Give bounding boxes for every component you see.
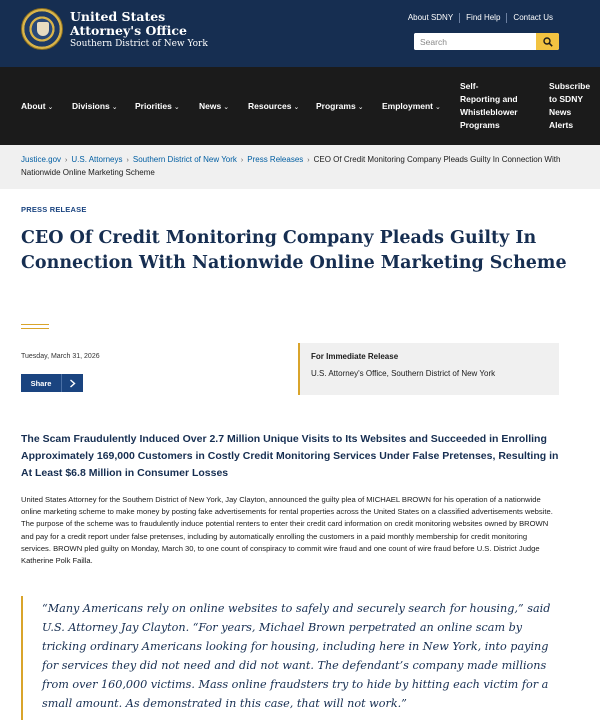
nav-about[interactable] [21,100,53,114]
article-subheading: The Scam Fraudulently Induced Over 2.7 Million Unique Visits to Its Websites and Succeeded in Enrolling Approximately 169,000 Customers in Costly Credit Monitoring Services Under False Pretenses, Resulting in At Least $6.8 Million in Consumer Losses [21,433,559,479]
page-title: CEO Of Credit Monitoring Company Pleads Guilty In Connection With Nationwide Online Marketing Scheme [21,228,567,273]
breadcrumb [0,145,600,189]
about-sdny-link[interactable]: About SDNY [407,13,454,22]
chevron-down-icon: ⌄ [173,104,180,111]
chevron-down-icon: ⌄ [357,104,364,111]
nav-subscribe-line-4: Alerts [549,120,574,130]
breadcrumb-sdny[interactable]: Southern District of New York [132,155,237,164]
chevron-right-icon: › [65,157,68,164]
site-brand[interactable] [70,10,208,51]
breadcrumb-justice-gov[interactable]: Justice.gov [21,155,62,164]
article-body-paragraph: United States Attorney for the Southern District of New York, Jay Clayton, announced the guilty plea of MICHAEL BROWN for his operation of a nationwide online marketing scheme to make money by posting fake advertisements for rental properties across the United States on a classified advertisements website. The purpose of the scheme was to fraudulently induce potential renters to enter their credit card information on credit monitoring websites owned by BROWN and pay for a credit report under false pretenses, including by automatically enrolling the customers in a paid monthly membership for credit monitoring services. BROWN pled guilty on Monday, March 30, to one count of conspiracy to commit wire fraud and one count of wire fraud before U.S. District Judge Katherine Polk Failla. [21,495,553,566]
contact-us-link[interactable]: Contact Us [506,13,559,23]
release-info-box [298,343,559,395]
publish-date: Tuesday, March 31, 2026 [21,353,100,360]
release-source: U.S. Attorney's Office, Southern District of New York [311,369,496,378]
main-nav [0,67,600,145]
nav-employment[interactable] [382,100,441,114]
search-icon [543,37,553,47]
nav-whistleblower-line-2: Reporting and [460,94,518,104]
chevron-right-icon: › [240,157,244,164]
chevron-right-icon [61,374,83,392]
chevron-right-icon: › [126,157,129,164]
doj-seal-logo[interactable] [21,8,63,50]
search-button[interactable] [536,33,559,50]
chevron-down-icon: ⌄ [47,104,54,111]
chevron-down-icon: ⌄ [223,104,230,111]
nav-subscribe-line-2: to SDNY [549,94,583,104]
nav-divisions[interactable] [72,100,118,114]
chevron-down-icon: ⌄ [435,104,441,111]
nav-subscribe-line-1: Subscribe [549,81,591,91]
article-quote: “Many Americans rely on online websites to safely and securely search for housing,” said U.S. Attorney Jay Clayton. “For years, Michael Brown perpetrated an online scam by tricking ordinary Americans looking for housing, including here in New York, into paying for services they did not need and did not want. The defendant’s company made millions from over 160,000 victims. Mass online fraudsters try to hide by hitting each victim for a small amount. As demonstrated in this case, that will not work.” [21,596,566,720]
title-divider [21,324,49,325]
nav-whistleblower-line-4: Programs [460,120,500,130]
nav-divisions-label: Divisions [72,101,110,111]
utility-links [402,13,559,23]
release-heading: For Immediate Release [311,352,399,361]
press-release-kicker: PRESS RELEASE [21,205,87,214]
site-header [0,0,600,67]
nav-programs-label: Programs [316,101,356,111]
title-divider [21,328,49,329]
search-input[interactable] [414,33,536,50]
chevron-down-icon: ⌄ [111,104,118,111]
nav-whistleblower-programs[interactable] [460,80,518,132]
brand-line-1: United States [70,9,166,24]
share-button[interactable] [21,374,83,392]
nav-news[interactable] [199,100,229,114]
nav-employment-label: Employment [382,101,434,111]
nav-priorities[interactable] [135,100,180,114]
find-help-link[interactable]: Find Help [459,13,506,23]
nav-resources-label: Resources [248,101,292,111]
nav-about-label: About [21,101,46,111]
share-label: Share [30,378,52,388]
nav-resources[interactable] [248,100,299,114]
breadcrumb-us-attorneys[interactable]: U.S. Attorneys [71,155,123,164]
nav-programs[interactable] [316,100,364,114]
brand-line-3: Southern District of New York [70,39,208,49]
brand-line-2: Attorney's Office [70,23,187,38]
nav-subscribe-alerts[interactable] [549,80,590,132]
breadcrumb-press-releases[interactable]: Press Releases [247,155,304,164]
nav-subscribe-line-3: News [549,107,572,117]
chevron-right-icon: › [307,157,310,164]
nav-whistleblower-line-1: Self- [460,81,479,91]
breadcrumb-current: CEO Of Credit Monitoring Company Pleads Guilty In Connection With Nationwide Online Marketing Scheme [21,155,561,177]
search-box [414,33,559,50]
nav-whistleblower-line-3: Whistleblower [460,107,518,117]
nav-news-label: News [199,101,222,111]
nav-priorities-label: Priorities [135,101,172,111]
chevron-down-icon: ⌄ [293,104,300,111]
